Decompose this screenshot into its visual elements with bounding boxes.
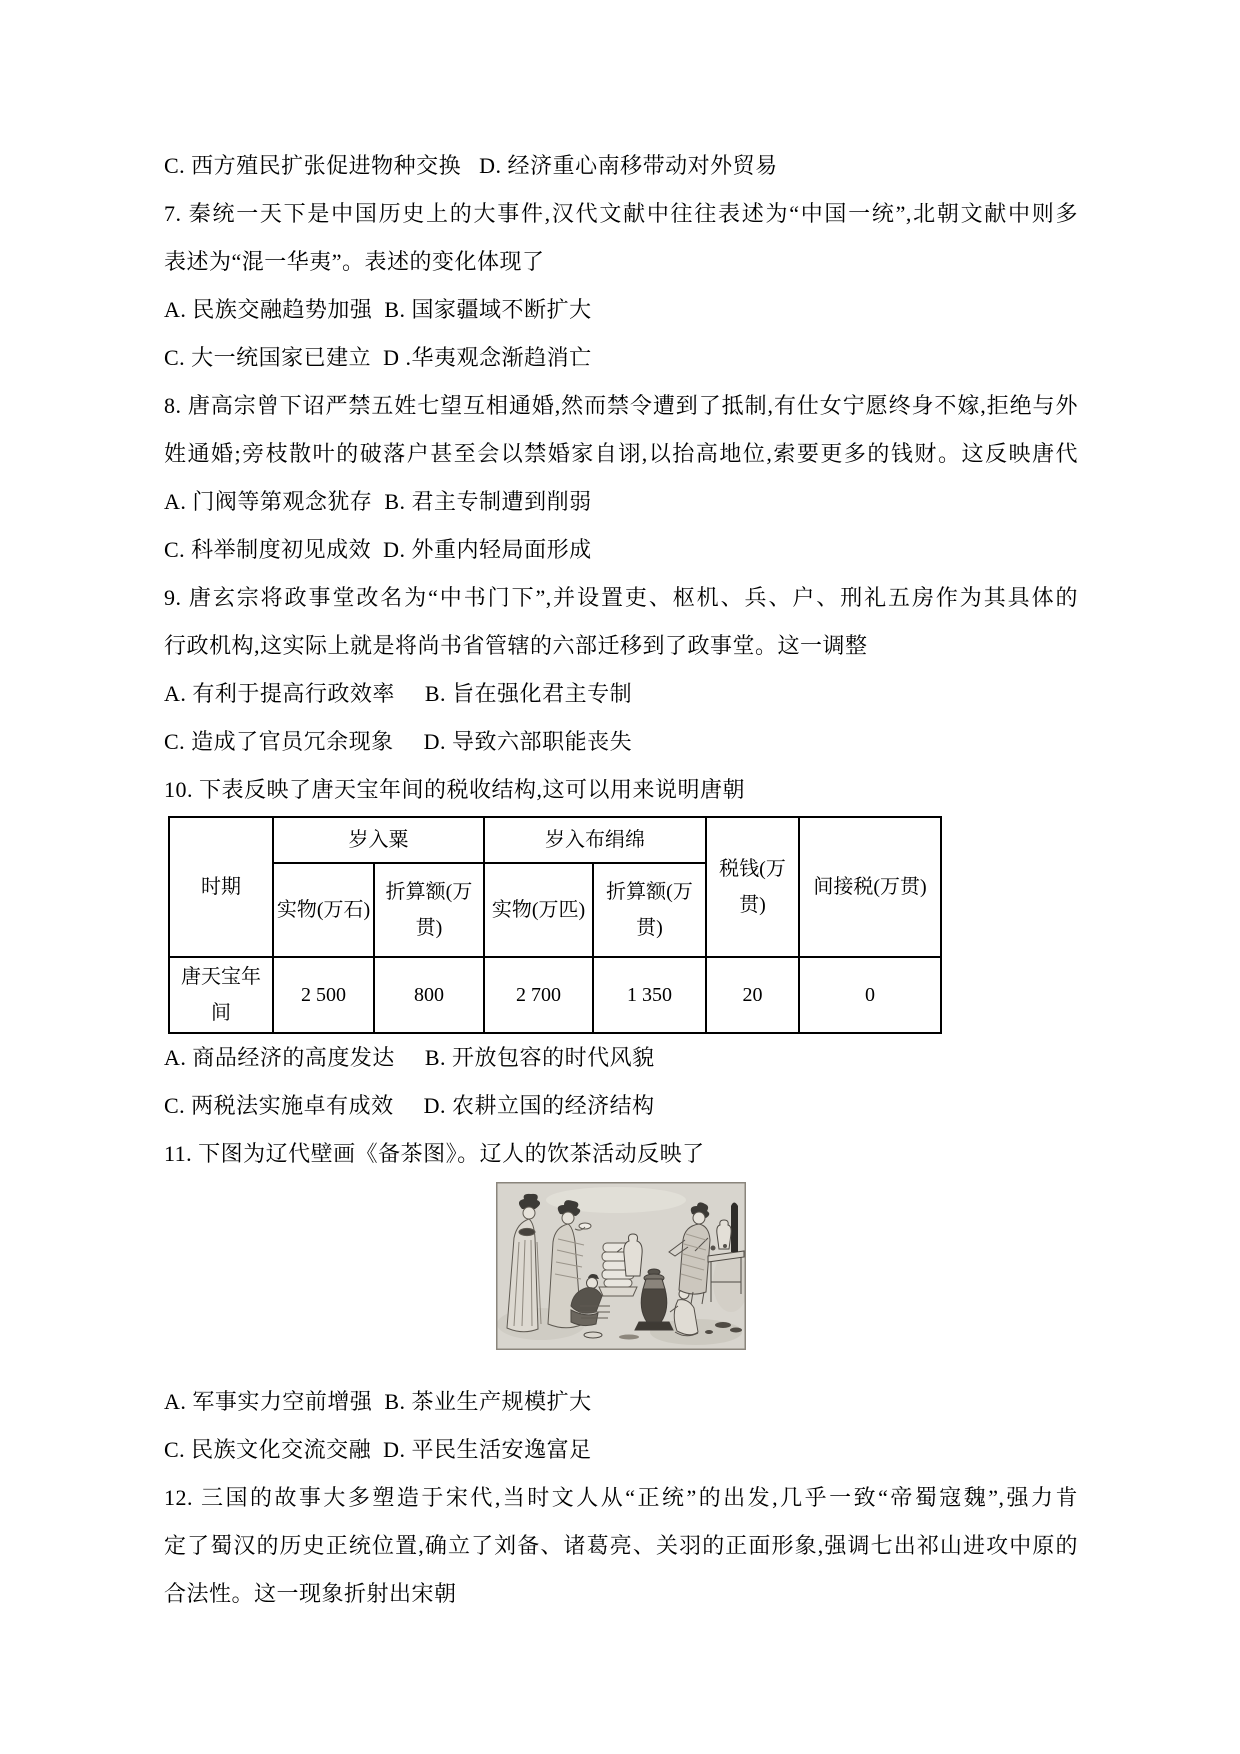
question-9-stem-line2: 行政机构,这实际上就是将尚书省管辖的六部迁移到了政事堂。这一调整 — [164, 633, 868, 658]
table-row — [169, 957, 941, 1033]
question-8-stem-line2: 姓通婚;旁枝散叶的破落户甚至会以禁婚家自诩,以抬高地位,索要更多的钱财。这反映唐代 — [164, 441, 1078, 466]
question-8-options-ab: A. 门阀等第观念犹存 B. 君主专制遭到削弱 — [164, 489, 592, 514]
table-header-cloth-group: 岁入布绢绵 — [484, 817, 706, 863]
table-header-grain-converted: 折算额(万贯) — [374, 863, 484, 957]
table-header-cloth-converted: 折算额(万贯) — [593, 863, 706, 957]
question-10-options-cd: C. 两税法实施卓有成效 D. 农耕立国的经济结构 — [164, 1093, 655, 1118]
question-7-options-cd: C. 大一统国家已建立 D .华夷观念渐趋消亡 — [164, 345, 592, 370]
question-7-stem-line2: 表述为“混一华夷”。表述的变化体现了 — [164, 249, 545, 274]
question-11-stem: 11. 下图为辽代壁画《备茶图》。辽人的饮茶活动反映了 — [164, 1141, 705, 1166]
question-8-stem-line1: 8. 唐高宗曾下诏严禁五姓七望互相通婚,然而禁令遭到了抵制,有仕女宁愿终身不嫁,拒绝与外 — [164, 393, 1078, 418]
cell-indirect-tax: 0 — [799, 957, 941, 1033]
question-8-options-cd: C. 科举制度初见成效 D. 外重内轻局面形成 — [164, 537, 592, 562]
tax-structure-table — [168, 816, 942, 1034]
question-11-options-ab: A. 军事实力空前增强 B. 茶业生产规模扩大 — [164, 1389, 592, 1414]
table-header-period: 时期 — [169, 817, 273, 957]
table-header-indirect-tax: 间接税(万贯) — [799, 817, 941, 957]
cell-grain-converted: 800 — [374, 957, 484, 1033]
question-9-options-cd: C. 造成了官员冗余现象 D. 导致六部职能丧失 — [164, 729, 633, 754]
cell-cloth-physical: 2 700 — [484, 957, 593, 1033]
question-12-stem-line3: 合法性。这一现象折射出宋朝 — [164, 1581, 457, 1606]
cell-grain-physical: 2 500 — [273, 957, 374, 1033]
question-12-stem-line1: 12. 三国的故事大多塑造于宋代,当时文人从“正统”的出发,几乎一致“帝蜀寇魏”,强力肯 — [164, 1485, 1078, 1510]
exam-content — [164, 142, 1078, 1618]
question-6-options-cd: C. 西方殖民扩张促进物种交换 D. 经济重心南移带动对外贸易 — [164, 153, 778, 178]
question-9-options-ab: A. 有利于提高行政效率 B. 旨在强化君主专制 — [164, 681, 633, 706]
table-header-cloth-physical: 实物(万匹) — [484, 863, 593, 957]
table-header-tax-money: 税钱(万贯) — [706, 817, 799, 957]
cell-tax-money: 20 — [706, 957, 799, 1033]
question-11-options-cd: C. 民族文化交流交融 D. 平民生活安逸富足 — [164, 1437, 592, 1462]
tea-preparation-mural-image — [496, 1182, 746, 1350]
table-header-grain-physical: 实物(万石) — [273, 863, 374, 957]
question-12-stem-line2: 定了蜀汉的历史正统位置,确立了刘备、诸葛亮、关羽的正面形象,强调七出祁山进攻中原的 — [164, 1533, 1078, 1558]
liao-mural-figure — [496, 1182, 746, 1350]
cell-cloth-converted: 1 350 — [593, 957, 706, 1033]
question-7-options-ab: A. 民族交融趋势加强 B. 国家疆域不断扩大 — [164, 297, 592, 322]
table-header-grain-group: 岁入粟 — [273, 817, 484, 863]
question-10-options-ab: A. 商品经济的高度发达 B. 开放包容的时代风貌 — [164, 1045, 655, 1070]
cell-period: 唐天宝年间 — [169, 957, 273, 1033]
question-10-stem: 10. 下表反映了唐天宝年间的税收结构,这可以用来说明唐朝 — [164, 777, 746, 802]
question-9-stem-line1: 9. 唐玄宗将政事堂改名为“中书门下”,并设置吏、枢机、兵、户、刑礼五房作为其具体的 — [164, 585, 1078, 610]
question-7-stem-line1: 7. 秦统一天下是中国历史上的大事件,汉代文献中往往表述为“中国一统”,北朝文献中则多 — [164, 201, 1078, 226]
